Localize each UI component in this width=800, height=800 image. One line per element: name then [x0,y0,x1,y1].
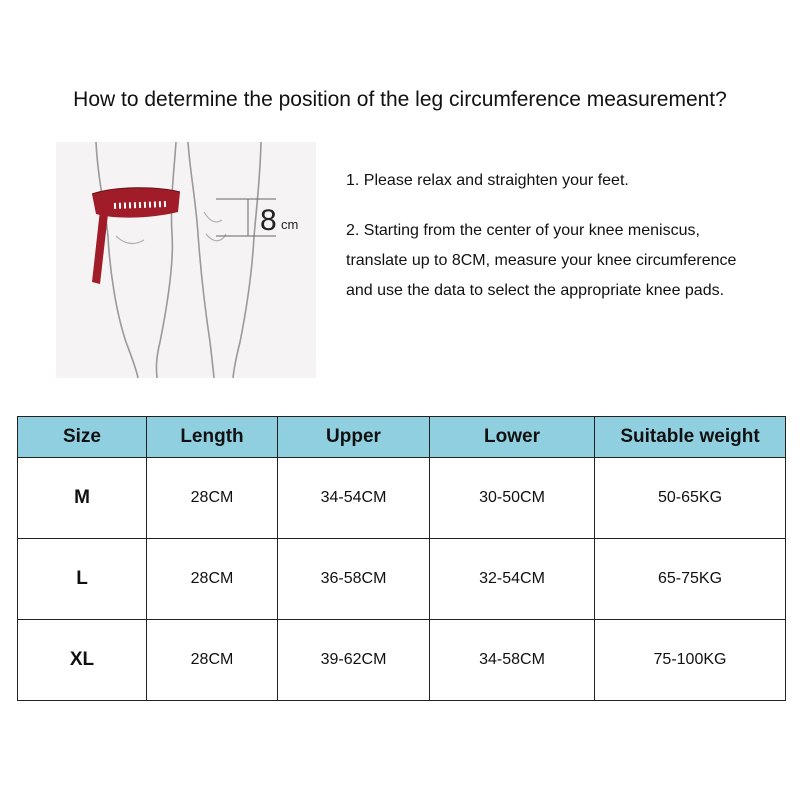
leg-measurement-illustration [56,142,316,378]
instruction-step-2 [346,216,786,306]
lower-cell: 30-50CM [430,458,595,539]
size-cell: L [18,539,147,620]
instruction-step-2-line-1: 2. Starting from the center of your knee meniscus, [346,222,700,239]
length-cell: 28CM [147,458,278,539]
measure-unit-label: cm [281,217,299,232]
size-cell: XL [18,620,147,701]
lower-cell: 34-58CM [430,620,595,701]
header-lower: Lower [430,417,595,458]
upper-cell: 34-54CM [278,458,430,539]
legs-drawing [56,142,316,378]
table-row [18,539,786,620]
table-row [18,620,786,701]
lower-cell: 32-54CM [430,539,595,620]
header-upper: Upper [278,417,430,458]
length-cell: 28CM [147,539,278,620]
instruction-step-2-line-2: translate up to 8CM, measure your knee circumference [346,252,737,269]
header-length: Length [147,417,278,458]
size-chart-table [17,416,786,701]
instruction-step-2-line-3: and use the data to select the appropriate knee pads. [346,282,725,299]
instruction-step-1: 1. Please relax and straighten your feet. [346,172,629,189]
header-size: Size [18,417,147,458]
weight-cell: 50-65KG [595,458,786,539]
length-cell: 28CM [147,620,278,701]
measure-value-label: 8 [260,204,277,237]
instructions [346,166,786,306]
table-row [18,458,786,539]
header-suitable-weight: Suitable weight [595,417,786,458]
table-header-row [18,417,786,458]
upper-cell: 39-62CM [278,620,430,701]
weight-cell: 65-75KG [595,539,786,620]
weight-cell: 75-100KG [595,620,786,701]
upper-cell: 36-58CM [278,539,430,620]
size-cell: M [18,458,147,539]
page-title: How to determine the position of the leg circumference measurement? [73,88,727,111]
